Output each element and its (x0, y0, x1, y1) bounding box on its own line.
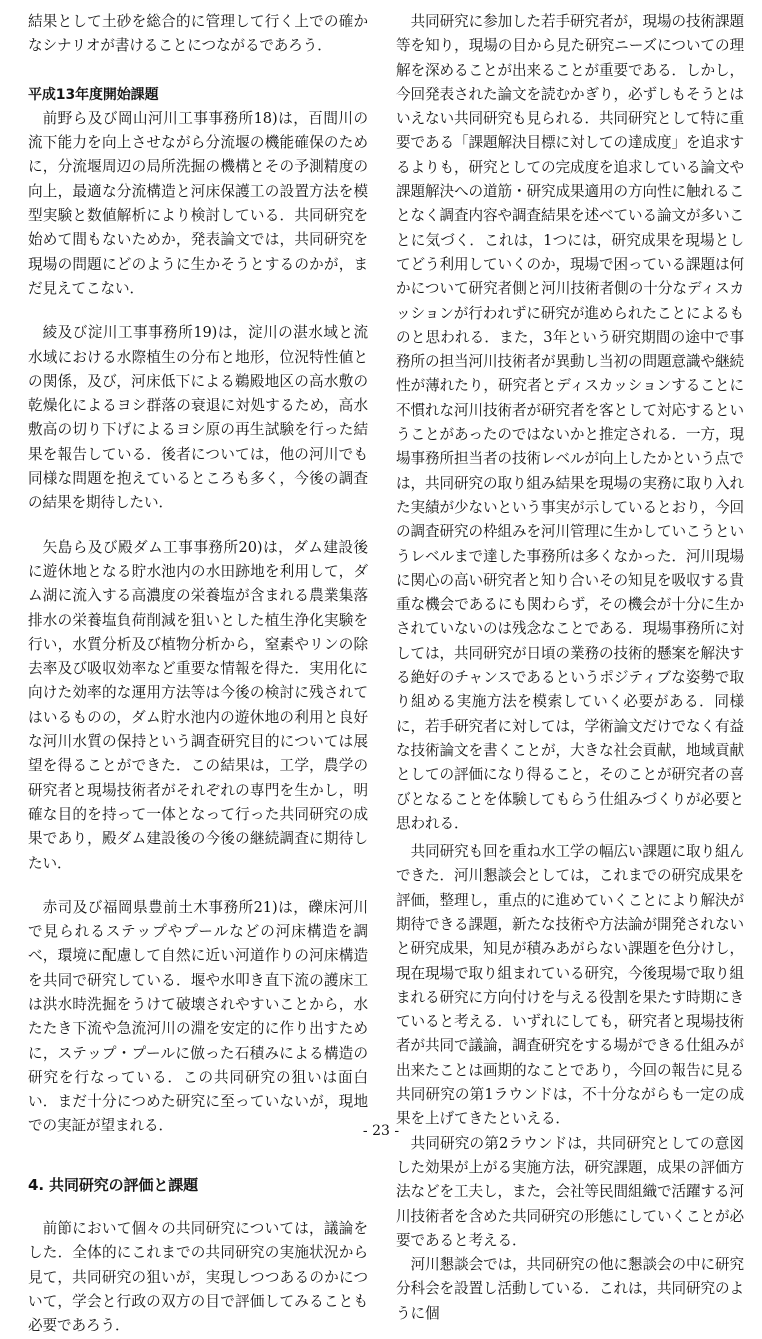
paragraph-council: 河川懇談会では，共同研究の他に懇談会の中に研究分科会を設置し活動している．これは，共同研究のように個 (396, 1256, 744, 1322)
subheading-fy13: 平成13年度開始課題 (28, 86, 159, 103)
paragraph-akaji: 赤司及び福岡県豊前土木事務所21)は，礫床河川で見られるステップやプールなどの河床構造を調べ，環境に配慮して自然に近い河道作りの河床構造を共同で研究している．堰や水叩き直下流の護床工は洪水時洗掘をうけて破壊されやすいことから，水たたき下流や急流河川の淵を安定的に作り出すために，ステップ・プールに倣った石積みによる構造の研究を行なっている．この共同研究の狙いは面白い．まだ十分につめた研究に至っていないが，現地での実証が望まれる． (28, 898, 368, 1135)
paragraph-yajima: 矢島ら及び殿ダム工事事務所20)は，ダム建設後に遊休地となる貯水池内の水田跡地を利用して，ダム湖に流入する高濃度の栄養塩が含まれる農業集落排水の栄養塩負荷削減を狙いとした植生浄化実験を行い，水質分析及び植物分析から，窒素やリンの除去率及び吸収効率など重要な情報を得た．実用化に向けた効率的な運用方法等は今後の検討に残されてはいるものの，ダム貯水池内の遊休地の利用と良好な河川水質の保持という調査研究目的については展望を得ることができた．この結果は，工学，農学の研究者と現場技術者がそれぞれの専門を生かし，明確な目的を持って一体となって行った共同研究の成果であり，殿ダム建設後の今後の継続調査に期待したい． (28, 538, 368, 872)
spacer (28, 1139, 368, 1173)
left-column (28, 10, 368, 1339)
paragraph-multiple-rounds: 共同研究も回を重ね水工学の幅広い課題に取り組んできた．河川懇談会としては，これまでの研究成果を評価，整理し，重点的に進めていくことにより解決が期待できる課題，新たな技術や方法論が開発されないと研究成果，知見が積みあがらない課題を色分けし，現在現場で取り組まれている研究，今後現場で取り組まれる研究に方向付けを与える役割を果たす時期にきていると考える．いずれにしても，研究者と現場技術者が共同で議論，調査研究をする場ができる仕組みが出来たことは画期的なことであり，今回の報告に見る共同研究の第1ラウンドは，不十分ながらも一定の成果を上げてきたといえる． (396, 843, 744, 1128)
spacer (28, 876, 368, 896)
paragraph-aya: 綾及び淀川工事事務所19)は，淀川の湛水域と流水域における水際植生の分布と地形，位況特性値との関係，及び，河床低下による鵜殿地区の高水敷の乾燥化によるヨシ群落の衰退に対処するため，高水敷高の切り下げによるヨシ原の再生試験を行った結果を報告している．後者については，他の河川でも同様な問題を抱えているところも多く，今後の調査の結果を期待したい． (28, 324, 368, 512)
spacer (28, 516, 368, 536)
spacer (28, 59, 368, 83)
paragraph-evaluation: 前節において個々の共同研究については，議論をした．全体的にこれまでの共同研究の実施状況から見て，共同研究の狙いが，実現しつつあるのかについて，学会と行政の双方の目で評価してみることも必要であろう． (28, 1220, 368, 1335)
paragraph-intro: 結果として土砂を総合的に管理して行く上での確かなシナリオが書けることにつながるであろう． (28, 13, 368, 55)
paragraph-young-researchers: 共同研究に参加した若手研究者が，現場の技術課題等を知り，現場の目から見た研究ニーズについての理解を深めることが出来ることが重要である．しかし，今回発表された論文を読むかぎり，必ずしもそうとはいえない共同研究も見られる．共同研究として特に重要である「課題解決目標に対しての達成度」を追求するよりも，研究としての完成度を追求している論文や課題解決への道筋・研究成果適用の方向性に触れることなく調査内容や調査結果を述べている論文が多いことに気づく．これは，1つには，研究成果を現場としてどう利用していくのか，現場で困っている課題は何かについて研究者側と河川技術者側の十分なディスカッションが行われずに研究が進められたことによるものと思われる．また，3年という研究期間の途中で事務所の担当河川技術者が異動し当初の問題意識や継続性が薄れたり，研究者とディスカッションすることに不慣れな河川技術者が研究者を客として対応するということがあったのではないかと推定される．一方，現場事務所担当者の技術レベルが向上したかという点では，共同研究の取り組み結果を現場の実務に取り入れた実績が少ないという事実が示しているとおり，今回の調査研究の枠組みを河川管理に生かしていこうというレベルまで達した事務所は多くなかった．河川現場に関心の高い研究者と知り合いその知見を吸収する貴重な機会であるにも関わらず，その機会が十分に生かされていないのは残念なことである．現場事務所に対しては，共同研究が日頃の業務の技術的懸案を解決する絶好のチャンスであるというポジティブな姿勢で取り組める実施方法を模索していく必要がある．同様に，若手研究者に対しては，学術論文だけでなく有益な技術論文を書くことが，大きな社会貢献，地域貢献としての評価になり得ること，そのことが研究者の喜びとなることを体験してもらう仕組みづくりが必要と思われる． (396, 13, 744, 832)
paragraph-maenoyashiki: 前野ら及び岡山河川工事事務所18)は，百間川の流下能力を向上させながら分流堰の機能確保のために，分流堰周辺の局所洗掘の機構とその予測精度の向上，最適な分流構造と河床保護工の設置方法を模型実験と数値解析により検討している．共同研究を始めて間もないためか，発表論文では，共同研究を現場の問題にどのように生かそうとするのかが，まだ見えてこない． (28, 109, 368, 297)
paragraph-second-round: 共同研究の第2ラウンドは，共同研究としての意図した効果が上がる実施方法，研究課題，成果の評価方法などを工夫し，また，会社等民間組織で活躍する河川技術者を含めた共同研究の形態にしていくことが必要であると考える． (396, 1134, 744, 1249)
spacer (28, 301, 368, 321)
spacer (28, 1197, 368, 1217)
section-title: 4. 共同研究の評価と課題 (28, 1175, 199, 1194)
page-number: - 23 - (362, 1123, 400, 1139)
